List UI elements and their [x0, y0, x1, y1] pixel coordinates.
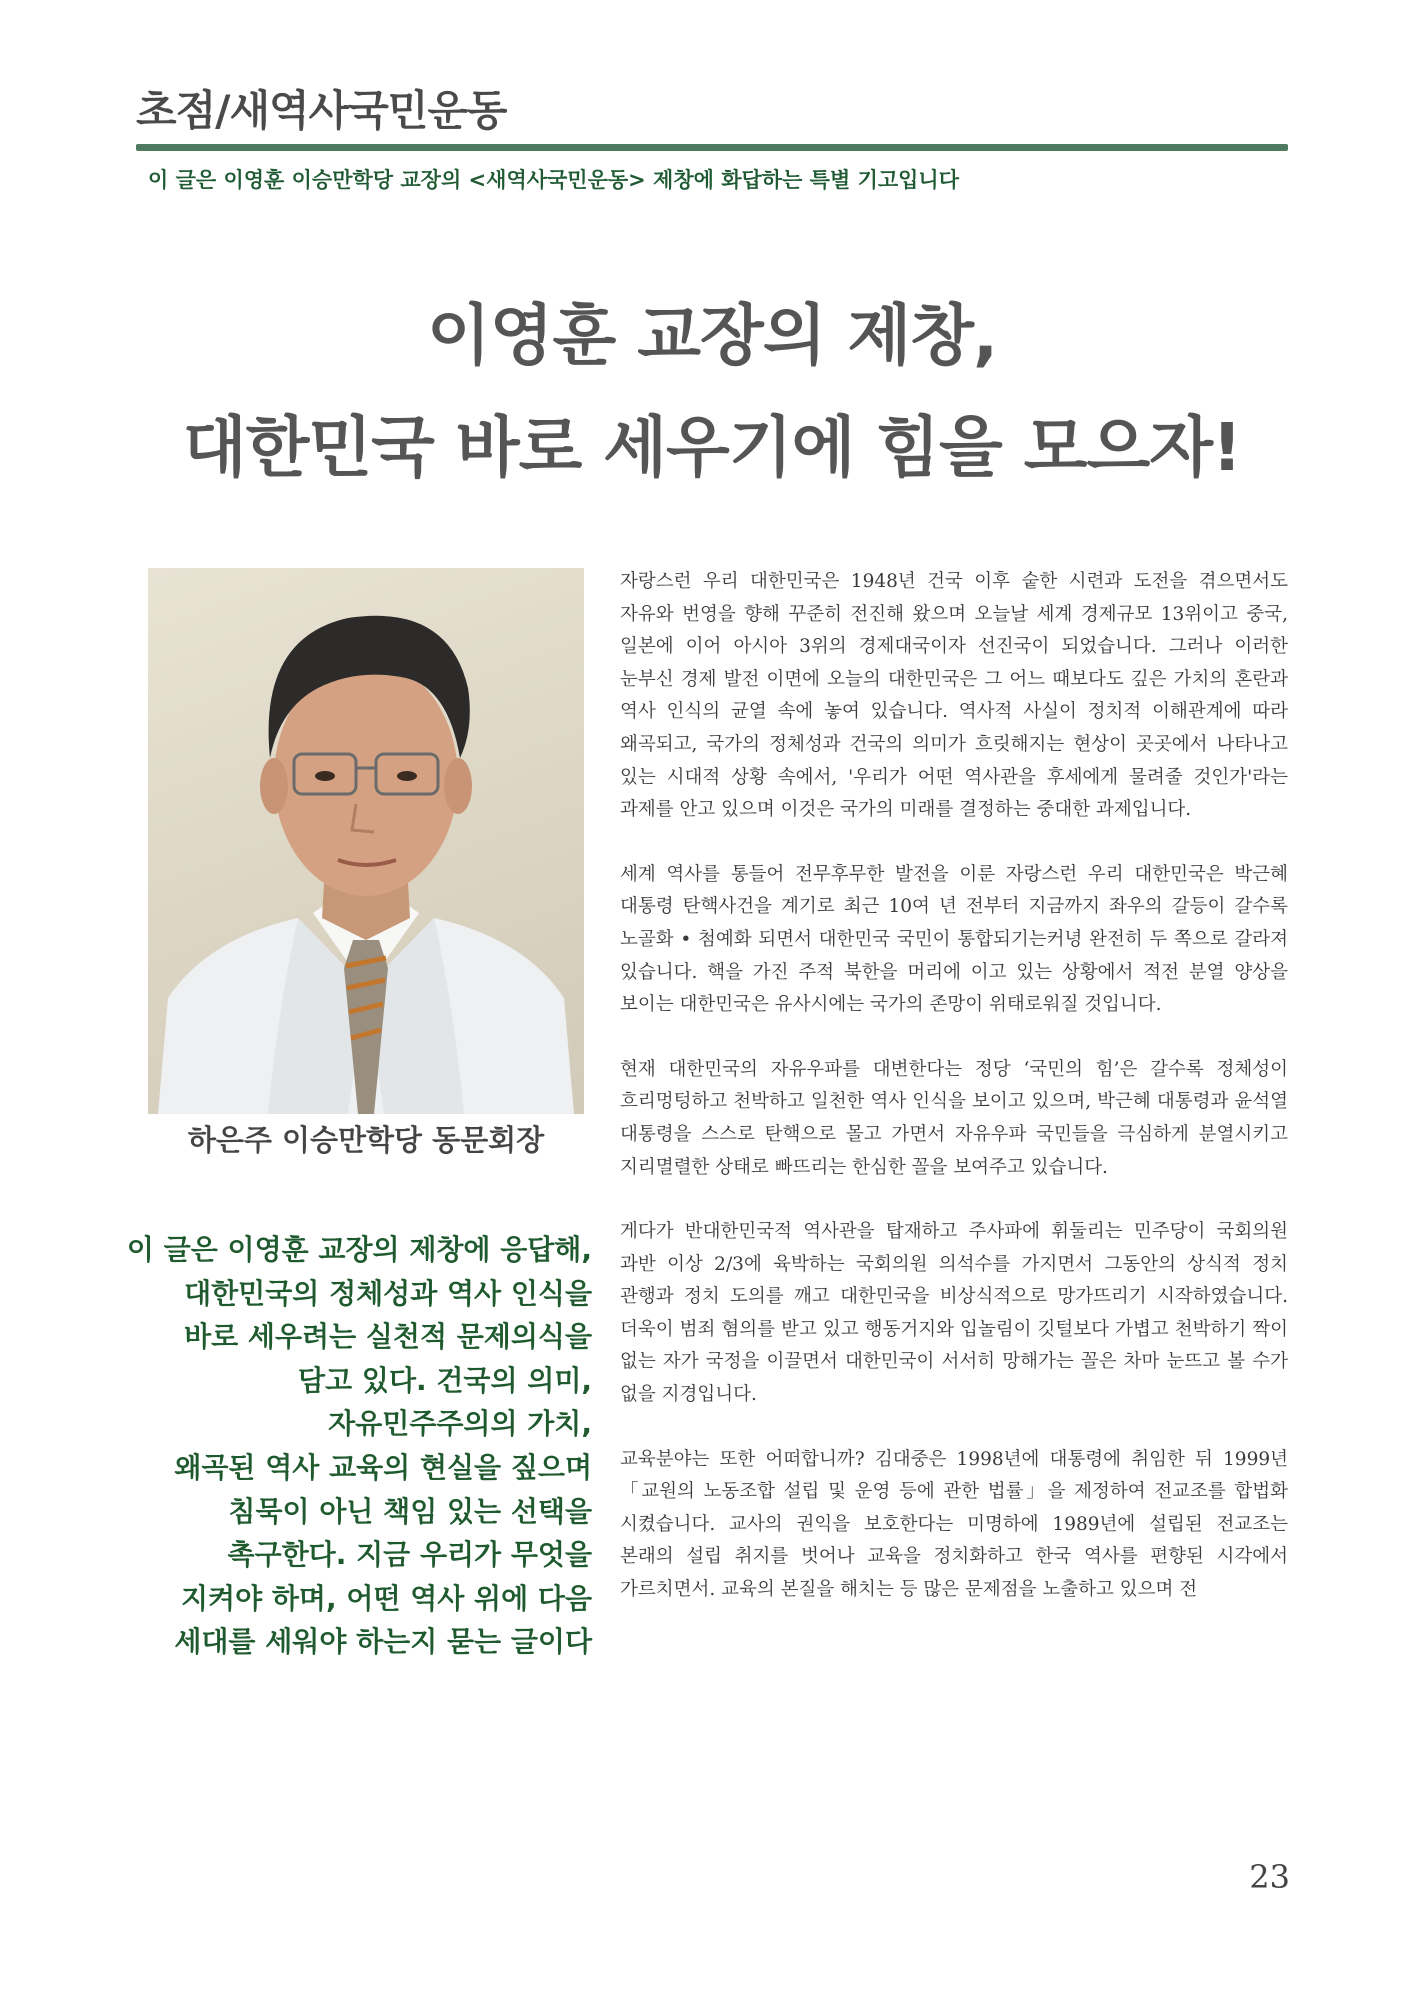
pull-quote-line: 이 글은 이영훈 교장의 제창에 응답해, [126, 1233, 592, 1266]
pull-quote-line: 대한민국의 정체성과 역사 인식을 [184, 1276, 592, 1310]
pull-quote-line: 침묵이 아닌 책임 있는 선택을 [228, 1494, 592, 1528]
portrait-illustration [148, 568, 584, 1114]
body-paragraph: 게다가 반대한민국적 역사관을 탑재하고 주사파에 휘둘리는 민주당이 국회의원 과반 이상 2/3에 육박하는 국회의원 의석수를 가지면서 그동안의 상식적 정치 관행과 정치 도의를 깨고 대한민국을 비상식적으로 망가뜨리기 시작하였습니다. 더욱이 범죄 혐의를 받고 있고 행동거지와 입놀림이 깃털보다 가볍고 천박하기 짝이 없는 자가 국정을 이끌면서 대한민국이 서서히 망해가는 꼴은 차마 눈뜨고 볼 수가 없을 지경입니다. [620, 1221, 1288, 1406]
article-body [620, 566, 1288, 1639]
pull-quote-line: 세대를 세워야 하는지 묻는 글이다 [174, 1625, 592, 1659]
pull-quote-line: 자유민주주의의 가치, [328, 1407, 592, 1441]
body-paragraph: 교육분야는 또한 어떠합니까? 김대중은 1998년에 대통령에 취임한 뒤 1999년 「교원의 노동조합 설립 및 운영 등에 관한 법률」을 제정하여 전교조를 합법화 시켰습니다. 교사의 권익을 보호한다는 미명하에 1989년에 설립된 전교조는 본래의 설립 취지를 벗어나 교육을 정치화하고 한국 역사를 편향된 시각에서 가르치면서. 교육의 본질을 해치는 등 많은 문제점을 노출하고 있으며 전 [620, 1448, 1288, 1601]
body-paragraph: 자랑스런 우리 대한민국은 1948년 건국 이후 숱한 시련과 도전을 겪으면서도 자유와 번영을 향해 꾸준히 전진해 왔으며 오늘날 세계 경제규모 13위이고 중국, 일본에 이어 아시아 3위의 경제대국이자 선진국이 되었습니다. 그러나 이러한 눈부신 경제 발전 이면에 오늘의 대한민국은 그 어느 때보다도 깊은 가치의 혼란과 역사 인식의 균열 속에 놓여 있습니다. 역사적 사실이 정치적 이해관계에 따라 왜곡되고, 국가의 정체성과 건국의 의미가 흐릿해지는 현상이 곳곳에서 나타나고 있는 시대적 상황 속에서, '우리가 어떤 역사관을 후세에게 물려줄 것인가'라는 과제를 안고 있으며 이것은 국가의 미래를 결정하는 중대한 과제입니다. [620, 571, 1288, 821]
intro-line: 이 글은 이영훈 이승만학당 교장의 <새역사국민운동> 제창에 화답하는 특별 기고입니다 [148, 168, 959, 192]
pull-quote-line: 담고 있다. 건국의 의미, [298, 1363, 592, 1397]
headline-line-1: 이영훈 교장의 제창, [426, 297, 998, 374]
photo-caption: 하은주 이승만학당 동문회장 [187, 1123, 545, 1157]
pull-quote-line: 지켜야 하며, 어떤 역사 위에 다음 [180, 1581, 592, 1615]
pull-quote [118, 1228, 592, 1664]
page-number: 23 [1249, 1858, 1290, 1896]
body-paragraph: 현재 대한민국의 자유우파를 대변한다는 정당 ‘국민의 힘’은 갈수록 정체성이 흐리멍텅하고 천박하고 일천한 역사 인식을 보이고 있으며, 박근혜 대통령과 윤석열 대통령을 스스로 탄핵으로 몰고 가면서 자유우파 국민들을 극심하게 분열시키고 지리멸렬한 상태로 빠뜨리는 한심한 꼴을 보여주고 있습니다. [620, 1058, 1288, 1178]
section-label: 초점/새역사국민운동 [136, 86, 507, 135]
body-paragraph: 세계 역사를 통들어 전무후무한 발전을 이룬 자랑스런 우리 대한민국은 박근혜 대통령 탄핵사건을 계기로 최근 10여 년 전부터 지금까지 좌우의 갈등이 갈수록 노골화 • 첨예화 되면서 대한민국 국민이 통합되기는커녕 완전히 두 쪽으로 갈라져 있습니다. 핵을 가진 주적 북한을 머리에 이고 있는 상황에서 적전 분열 양상을 보이는 대한민국은 유사시에는 국가의 존망이 위태로워질 것입니다. [620, 863, 1288, 1016]
pull-quote-line: 왜곡된 역사 교육의 현실을 짚으며 [174, 1450, 592, 1484]
pull-quote-line: 촉구한다. 지금 우리가 무엇을 [227, 1538, 592, 1572]
pull-quote-line: 바로 세우려는 실천적 문제의식을 [184, 1320, 592, 1354]
header-divider [136, 144, 1288, 151]
headline [136, 280, 1288, 504]
author-photo [148, 568, 584, 1114]
headline-line-2: 대한민국 바로 세우기에 힘을 모으자! [182, 409, 1242, 486]
